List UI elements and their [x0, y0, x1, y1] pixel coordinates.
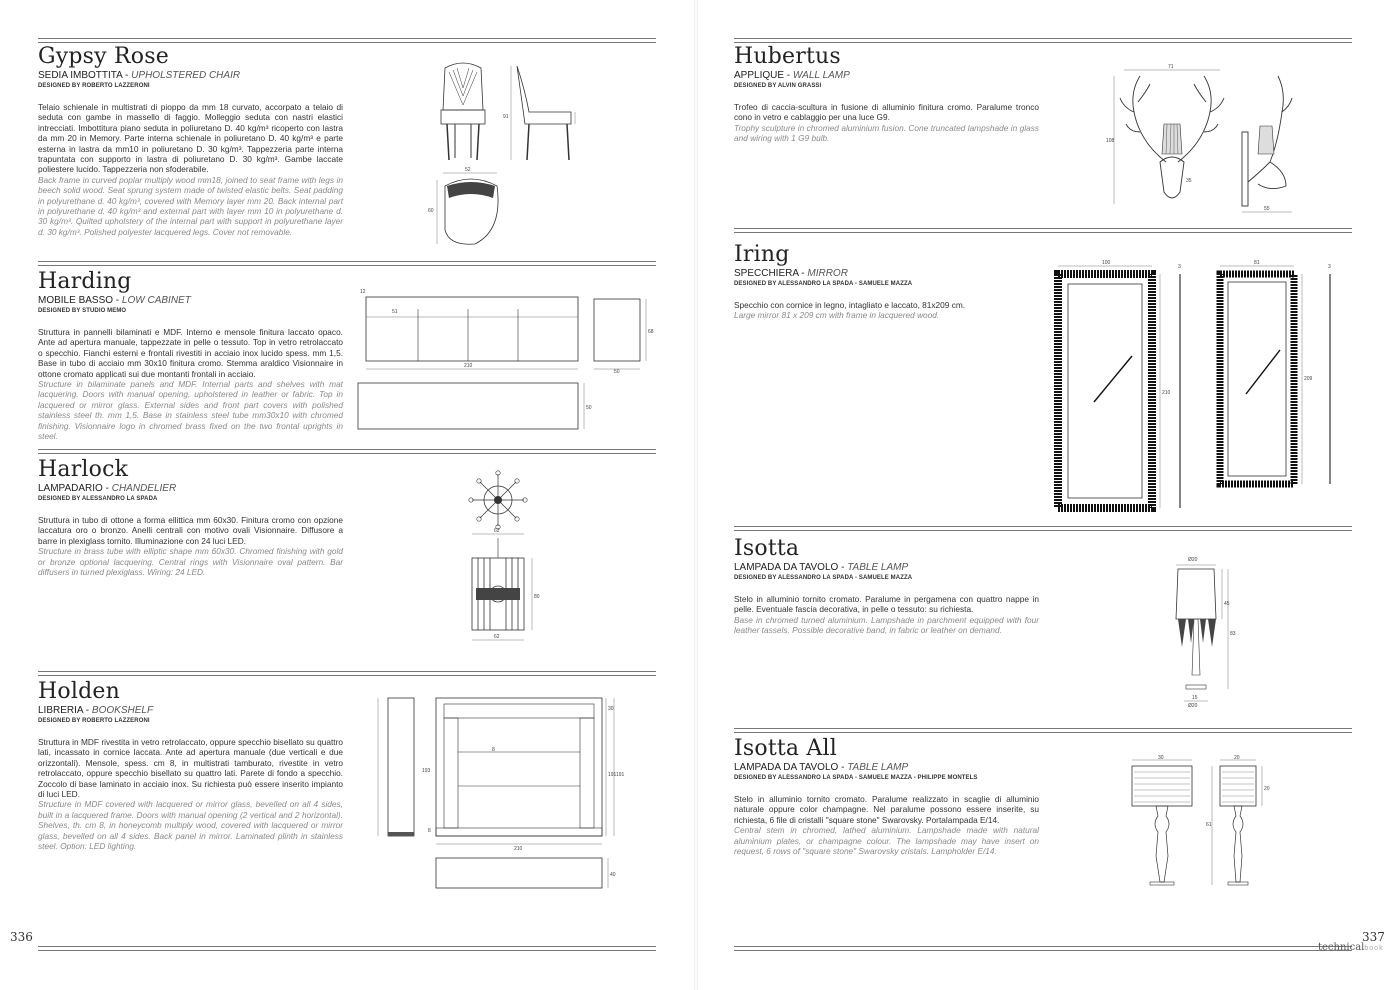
description-english: Structure in MDF covered with lacquered or mirror glass, bevelled on all 4 sides, built in a lacquered frame. Doors with manual opening (2 vertical and 2 horizontal). Shelves, th. cm 8, in honeycomb multiply wood, covered with lacquered or mirror glass, bevelled on all 4 sides. Back panel in mirror. Laminated plinth in stainless steel. Option: LED lighting.: [38, 799, 343, 852]
dim-label: 193: [422, 768, 431, 774]
description-italian: Struttura in tubo di ottone a forma ellittica mm 60x30. Finitura cromo con opzione laccatura oro o bronzo. Anelli centrali con motivo ovali Visionnaire. Diffusore a barre in plexiglass tornito. Illuminazione con 24 luci LED.: [38, 515, 343, 546]
page-number: 336: [10, 930, 33, 944]
dim-label: 71: [1168, 64, 1174, 70]
type-italian: SEDIA IMBOTTITA: [38, 70, 123, 81]
dim-label: 81: [1254, 260, 1260, 266]
product-title: Iring: [734, 242, 790, 267]
product-title: Holden: [38, 679, 120, 704]
description-english: Back frame in curved poplar multiply wood mm18, joined to seat frame with legs in beech solid wood. Seat sprung system made of twisted elastic belts. Seat padding in polyurethane d. 40 kg/m³, covered with Memory layer mm 20. Back internal part in polyurethane d. 40 kg/m³ and external part with layer mm 10 in polyurethane d. 30 kg/m³. Quilted upholstery of the internal part with support in polyurethane layer d. 30 kg/m³. Polished polyester lacquered legs. Cover not removable.: [38, 174, 343, 237]
description-italian: Struttura in MDF rivestita in vetro retrolaccato, oppure specchio bisellato su quattro lati, incassato in cornice laccata. Ante ad apertura manuale (due verticali e due orizzontali). Mensole, spess. cm 8, in multistrati tamburato, rivestite in vetro retrolaccato, oppure specchio bisellato su quattro lati. Parete di fondo a specchio. Zoccolo di base laminato in acciaio inox. Su richiesta può essere inserito impianto di luci LED.: [38, 737, 343, 800]
product-type: SEDIA IMBOTTITA - UPHOLSTERED CHAIR: [38, 70, 241, 81]
section-rule: [38, 449, 656, 454]
dim-label: 108: [1106, 138, 1115, 144]
right-page: [696, 0, 1393, 990]
product-type: LAMPADA DA TAVOLO - TABLE LAMP: [734, 762, 909, 773]
dim-label: 60: [428, 208, 434, 214]
section-rule: [38, 38, 656, 43]
designer-credit: DESIGNED BY ALESSANDRO LA SPADA - SAMUELE MAZZA - PHILIPPE MONTELS: [734, 775, 978, 781]
product-harding: [38, 270, 343, 441]
dim-label: 91: [503, 114, 509, 120]
product-type: LIBRERIA - BOOKSHELF: [38, 705, 154, 716]
dim-label: 62: [494, 528, 500, 534]
dim-label: 52: [465, 167, 471, 173]
dim-label: 210: [1162, 390, 1171, 396]
dim-label: 50: [614, 369, 620, 375]
description-italian: Specchio con cornice in legno, intagliato e laccato, 81x209 cm.: [734, 300, 966, 310]
designer-credit: DESIGNED BY STUDIO MEMO: [38, 308, 127, 314]
description-english: Central stem in chromed, lathed aluminium. Lampshade made with natural aluminium plates, or champagne colour. The lampshade may have insert on request, 6 rows of "square stone" Swarovsky cristals. Lampholder E/14.: [734, 825, 1039, 857]
dim-label: 209: [1304, 376, 1313, 382]
product-title: Harding: [38, 269, 132, 294]
dim-label: 80: [534, 594, 540, 600]
description-english: Base in chromed turned aluminium. Lampshade in parchment equipped with four leather tassels. Possible decorative band, in fabric or leather on demand.: [734, 614, 1039, 636]
product-title: Gypsy Rose: [38, 44, 169, 69]
designer-credit: DESIGNED BY ALESSANDRO LA SPADA - SAMUELE MAZZA: [734, 281, 913, 287]
dim-label: 191: [616, 772, 625, 778]
type-english: TABLE LAMP: [847, 562, 909, 573]
dim-label: 3: [1328, 264, 1331, 270]
brand-main: technical: [1318, 942, 1365, 953]
product-title: Isotta All: [734, 736, 837, 761]
dim-label: 15: [1192, 695, 1198, 701]
type-english: BOOKSHELF: [91, 705, 154, 716]
dim-label: 55: [1264, 206, 1270, 212]
product-type: SPECCHIERA - MIRROR: [734, 268, 848, 279]
isotta-all-drawing: [1126, 756, 1296, 901]
description-english: Trophy sculpture in chromed aluminium fusion. Cone truncated lampshade in glass and wiring with 1 G9 bulb.: [734, 122, 1039, 144]
type-english: UPHOLSTERED CHAIR: [131, 70, 241, 81]
dim-label: 210: [464, 363, 473, 369]
hubertus-drawing: [1106, 62, 1310, 227]
type-italian: LAMPADA DA TAVOLO: [734, 762, 839, 773]
product-type: LAMPADA DA TAVOLO - TABLE LAMP: [734, 562, 909, 573]
description-italian: Stelo in alluminio tornito cromato. Paralume realizzato in scaglie di alluminio naturale oppure color champagne. Nel paralume possono essere inserite, su richiesta, 6 file di cristalli "square stone" Swarovsky. Portalampada E/14.: [734, 794, 1039, 825]
dim-label: 3: [1178, 264, 1181, 270]
product-holden: [38, 680, 343, 851]
description-english: Large mirror 81 x 209 cm with frame in lacquered wood.: [734, 310, 940, 321]
dim-label: 191: [608, 772, 617, 778]
brand-suffix: book: [1364, 945, 1384, 952]
dim-label: 20: [1264, 786, 1270, 792]
harding-drawing: [356, 285, 656, 440]
left-page: [0, 0, 696, 990]
dim-label: Ø20: [1188, 557, 1198, 563]
type-english: LOW CABINET: [121, 295, 191, 306]
type-italian: LAMPADARIO: [38, 483, 103, 494]
product-type: LAMPADARIO - CHANDELIER: [38, 483, 177, 494]
dim-label: 210: [514, 846, 523, 852]
dim-label: 8: [428, 828, 431, 834]
product-title: Hubertus: [734, 44, 841, 69]
type-english: MIRROR: [807, 268, 848, 279]
dim-label: 35: [1186, 178, 1192, 184]
dim-label: 83: [1230, 631, 1236, 637]
product-hubertus: [734, 45, 1039, 144]
harlock-drawing: [462, 468, 552, 663]
holden-drawing: [384, 692, 634, 897]
designer-credit: DESIGNED BY ROBERTO LAZZERONI: [38, 83, 150, 89]
dim-label: 45: [1224, 601, 1230, 607]
product-gypsy-rose: [38, 45, 343, 237]
iring-drawing: [1052, 260, 1352, 520]
designer-credit: DESIGNED BY ALESSANDRO LA SPADA - SAMUELE MAZZA: [734, 575, 913, 581]
product-isotta-all: [734, 737, 1039, 856]
type-italian: LIBRERIA: [38, 705, 84, 716]
footer-rule: [38, 946, 656, 951]
section-rule: [734, 728, 1352, 733]
designer-credit: DESIGNED BY ALVIN GRASSI: [734, 83, 822, 89]
type-italian: APPLIQUE: [734, 70, 785, 81]
dim-label: 30: [608, 706, 614, 712]
product-type: MOBILE BASSO - LOW CABINET: [38, 295, 191, 306]
dim-label: 50: [586, 405, 592, 411]
dim-label: 40: [610, 872, 616, 878]
description-italian: Struttura in pannelli bilaminati e MDF. Interno e mensole finitura laccato opaco. Ante ad apertura manuale, tappezzate in pelle o tessuto. Top in vetro retrolaccato o specchio. Fianchi esterni e frontali rivestiti in acciaio inox lucido spess. mm 1,5. Base in tubo di acciaio mm 30x10 finitura cromo. Stemma araldico Visionnaire in ottone cromato applicati sui due montanti frontali in acciaio.: [38, 327, 343, 379]
product-iring: [734, 243, 1039, 321]
dim-label: 12: [360, 289, 366, 295]
designer-credit: DESIGNED BY ROBERTO LAZZERONI: [38, 718, 150, 724]
dim-label: 62: [494, 634, 500, 640]
description-italian: Stelo in alluminio tornito cromato. Paralume in pergamena con quattro nappe in pelle. Eventuale fascia decorativa, in pelle o tessuto: su richiesta.: [734, 594, 1039, 615]
type-italian: MOBILE BASSO: [38, 295, 114, 306]
dim-label: 61: [1206, 822, 1212, 828]
section-rule: [734, 38, 1352, 43]
designer-credit: DESIGNED BY ALESSANDRO LA SPADA: [38, 496, 158, 502]
product-title: Harlock: [38, 457, 129, 482]
dim-label: 68: [648, 329, 654, 335]
dim-label: 30: [1158, 755, 1164, 761]
section-rule: [38, 261, 656, 266]
description-english: Structure in bilaminate panels and MDF. Internal parts and shelves with mat lacquering. Doors with manual opening, upholstered in leather or fabric. Top in lacquered or mirror glass. External sides and front part covers with polished stainless steel th. mm 1,5. Base in stainless steel tube mm30x10 with chromed finishing. Visionnaire logo in chromed brass fixed on the two frontal uprights in steel.: [38, 379, 343, 442]
type-english: TABLE LAMP: [847, 762, 909, 773]
product-type: APPLIQUE - WALL LAMP: [734, 70, 850, 81]
description-italian: Telaio schienale in multistrati di pioppo da mm 18 curvato, accorpato a telaio di seduta con gambe in massello di faggio. Molleggio seduta con nastri elastici intrecciati. Imbottitura piano seduta in poliuretano D. 40 kg/m³ ricoperto con lastra da mm 20 in Memory. Parte interna schienale in poliuretano D. 40 kg/m³ e parte esterna in lastra da mm10 in poliuretano D. 30 kg/m³. Tappezzeria parte interna trapuntata con supporto in lastra di poliuretano D. 30 kg/m³. Gambe laccate poliestere lucido. Tappezzeria non sfoderabile.: [38, 102, 343, 175]
dim-label: 51: [392, 309, 398, 315]
dim-label: Ø20: [1188, 703, 1198, 709]
type-english: WALL LAMP: [792, 70, 850, 81]
type-italian: LAMPADA DA TAVOLO: [734, 562, 839, 573]
section-rule: [38, 671, 656, 676]
description-english: Structure in brass tube with elliptic shape mm 60x30. Chromed finishing with gold or bronze optional lacquering. Central rings with Visionnaire oval pattern. Bar diffusers in turned plexiglass. Wiring: 24 LED.: [38, 546, 343, 578]
type-italian: SPECCHIERA: [734, 268, 799, 279]
product-isotta: [734, 537, 1039, 636]
product-title: Isotta: [734, 536, 800, 561]
dim-label: 100: [1102, 260, 1111, 266]
section-rule: [734, 228, 1352, 233]
description-italian: Trofeo di caccia-scultura in fusione di alluminio finitura cromo. Paralume tronco cono in vetro e cablaggio per una luce G9.: [734, 102, 1039, 123]
product-harlock: [38, 458, 343, 577]
isotta-drawing: [1166, 555, 1236, 720]
dim-label: 8: [492, 747, 495, 753]
footer-rule: [734, 946, 1352, 951]
page-number: 337: [1362, 930, 1385, 944]
dim-label: 20: [1234, 755, 1240, 761]
section-rule: [734, 526, 1352, 531]
type-english: CHANDELIER: [111, 483, 177, 494]
gypsy-rose-drawing: [425, 60, 605, 255]
